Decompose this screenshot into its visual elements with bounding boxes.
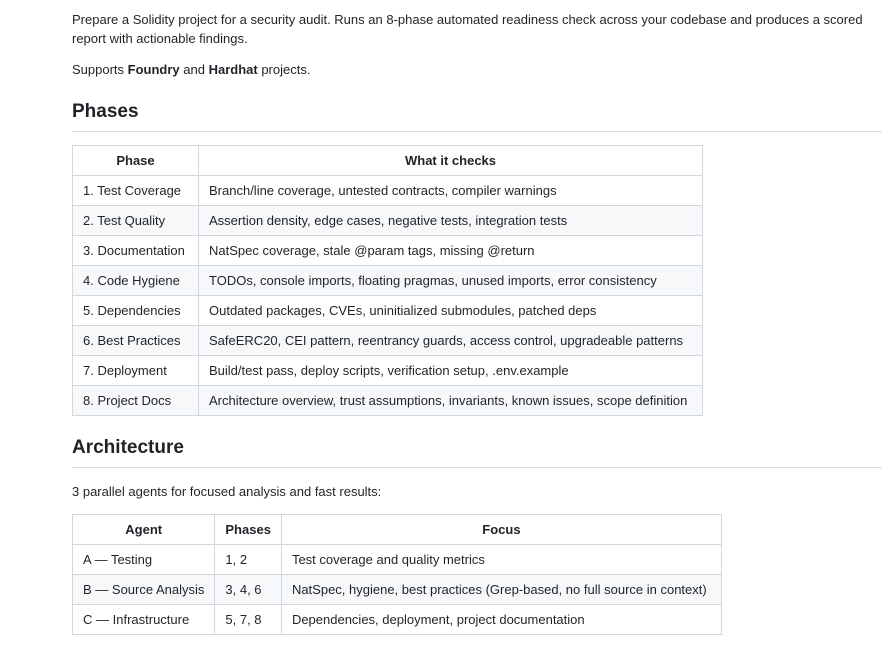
phase-cell: 1. Test Coverage xyxy=(73,176,199,206)
phases-table xyxy=(72,145,703,416)
phase-cell: 8. Project Docs xyxy=(73,386,199,416)
focus-cell: Test coverage and quality metrics xyxy=(281,545,721,575)
intro-paragraph: Prepare a Solidity project for a security audit. Runs an 8-phase automated readiness check across your codebase and produces a scored report with actionable findings. xyxy=(72,12,863,46)
phase-cell: 3. Documentation xyxy=(73,236,199,266)
focus-cell: Dependencies, deployment, project documentation xyxy=(281,605,721,635)
focus-cell: NatSpec, hygiene, best practices (Grep-based, no full source in context) xyxy=(281,575,721,605)
foundry-label: Foundry xyxy=(127,62,180,77)
table-row xyxy=(73,206,703,236)
supports-and: and xyxy=(179,62,209,77)
supports-prefix: Supports xyxy=(72,62,128,77)
supports-suffix: projects. xyxy=(257,62,311,77)
agent-cell: B — Source Analysis xyxy=(73,575,215,605)
checks-cell: Assertion density, edge cases, negative tests, integration tests xyxy=(199,206,703,236)
architecture-lead: 3 parallel agents for focused analysis and fast results: xyxy=(72,484,382,499)
checks-cell: TODOs, console imports, floating pragmas, unused imports, error consistency xyxy=(199,266,703,296)
checks-cell: Architecture overview, trust assumptions, invariants, known issues, scope definition xyxy=(199,386,703,416)
table-row xyxy=(73,386,703,416)
checks-cell: Branch/line coverage, untested contracts, compiler warnings xyxy=(199,176,703,206)
agents-header-row xyxy=(73,515,722,545)
table-row xyxy=(73,605,722,635)
table-row xyxy=(73,326,703,356)
checks-cell: Outdated packages, CVEs, uninitialized submodules, patched deps xyxy=(199,296,703,326)
agent-phases-cell: 5, 7, 8 xyxy=(215,605,282,635)
phase-column-header: Phase xyxy=(73,146,199,176)
phase-cell: 2. Test Quality xyxy=(73,206,199,236)
focus-column-header: Focus xyxy=(281,515,721,545)
phase-cell: 7. Deployment xyxy=(73,356,199,386)
supports-paragraph xyxy=(72,60,882,80)
hardhat-label: Hardhat xyxy=(208,62,258,77)
table-row xyxy=(73,236,703,266)
architecture-heading: Architecture xyxy=(72,436,882,468)
table-row xyxy=(73,575,722,605)
table-row xyxy=(73,266,703,296)
phases-column-header: Phases xyxy=(215,515,282,545)
phases-header-row xyxy=(73,146,703,176)
phase-cell: 6. Best Practices xyxy=(73,326,199,356)
checks-cell: Build/test pass, deploy scripts, verification setup, .env.example xyxy=(199,356,703,386)
checks-column-header: What it checks xyxy=(199,146,703,176)
phase-cell: 4. Code Hygiene xyxy=(73,266,199,296)
readme-content xyxy=(72,0,882,635)
agent-column-header: Agent xyxy=(73,515,215,545)
phase-cell: 5. Dependencies xyxy=(73,296,199,326)
phases-heading: Phases xyxy=(72,100,882,132)
agent-phases-cell: 3, 4, 6 xyxy=(215,575,282,605)
table-row xyxy=(73,545,722,575)
agent-cell: C — Infrastructure xyxy=(73,605,215,635)
agent-phases-cell: 1, 2 xyxy=(215,545,282,575)
table-row xyxy=(73,176,703,206)
checks-cell: SafeERC20, CEI pattern, reentrancy guards, access control, upgradeable patterns xyxy=(199,326,703,356)
table-row xyxy=(73,356,703,386)
agents-table xyxy=(72,514,722,635)
checks-cell: NatSpec coverage, stale @param tags, missing @return xyxy=(199,236,703,266)
table-row xyxy=(73,296,703,326)
agent-cell: A — Testing xyxy=(73,545,215,575)
